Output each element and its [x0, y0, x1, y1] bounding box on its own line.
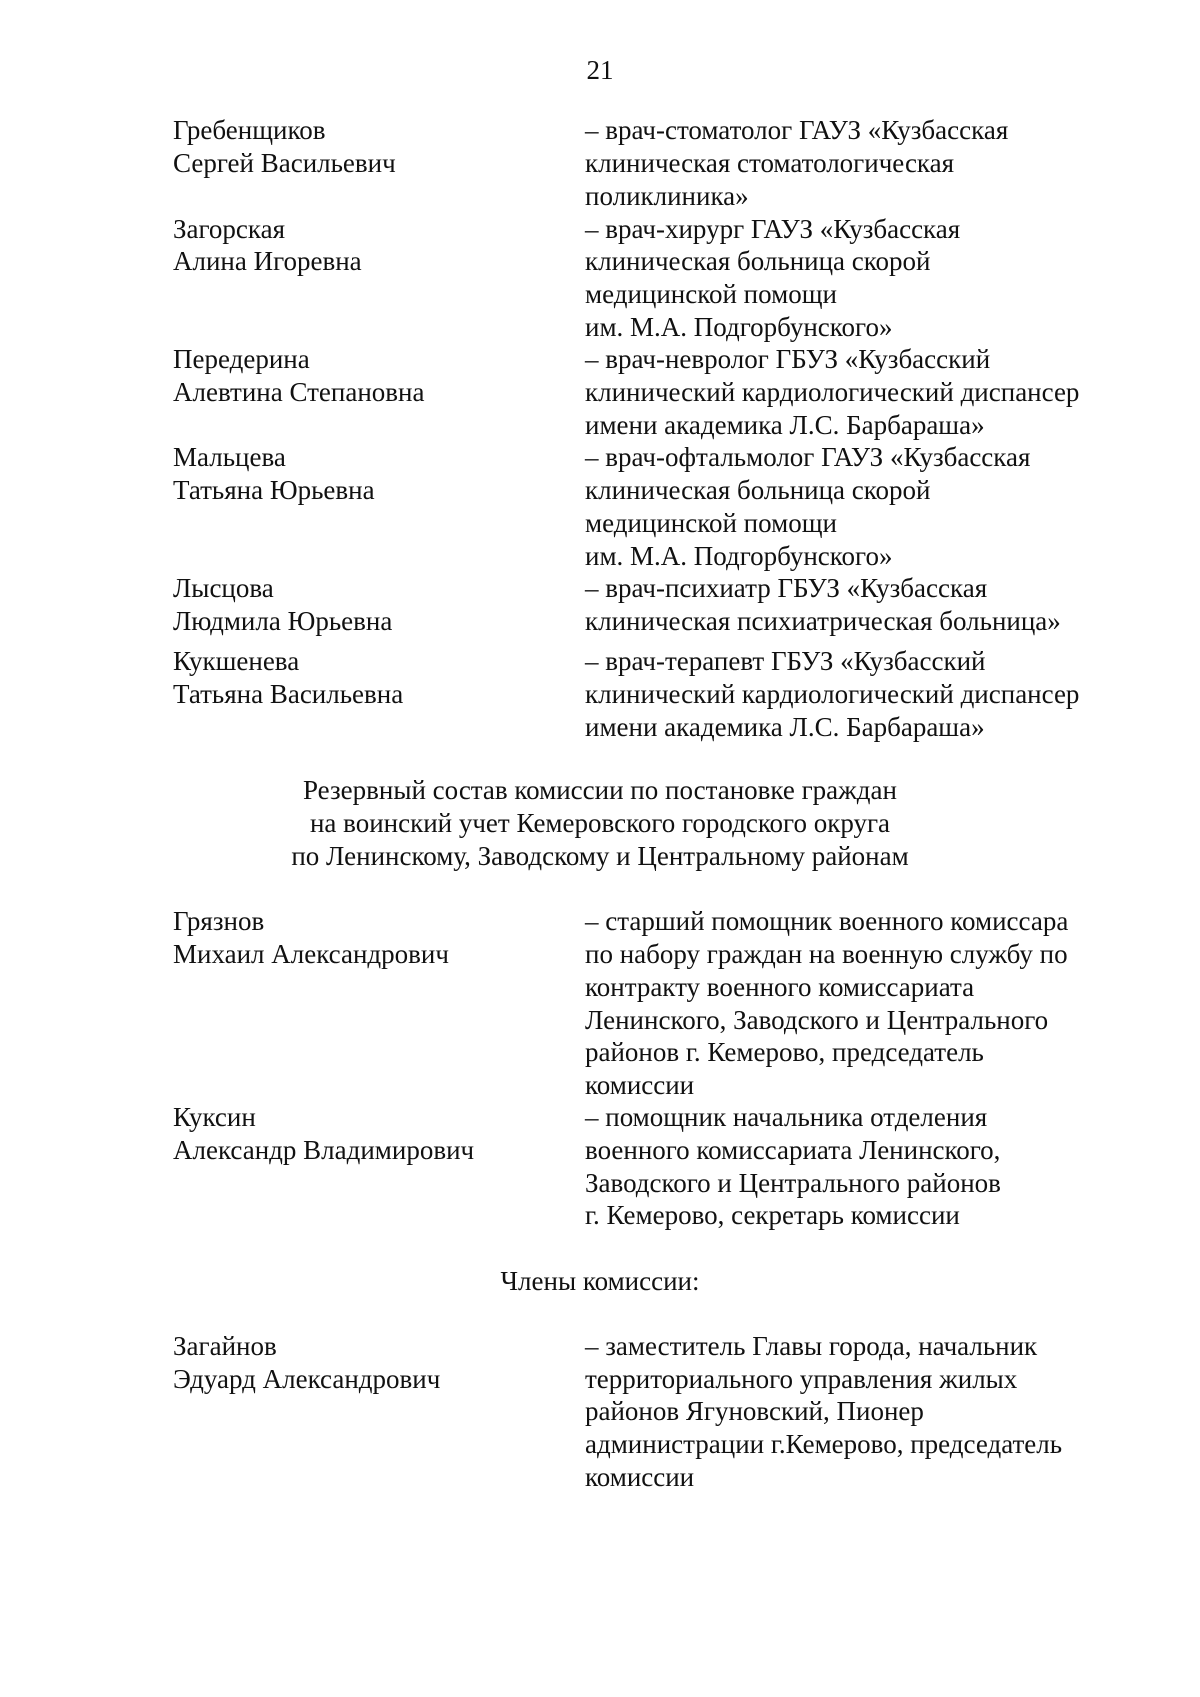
member-given-names: Сергей Васильевич [173, 148, 396, 178]
member-given-names: Эдуард Александрович [173, 1364, 441, 1394]
member-position-line: клиническая стоматологическая [585, 148, 955, 178]
members-heading: Члены комиссии: [500, 1266, 700, 1296]
member-position-line: районов Ягуновский, Пионер [585, 1396, 924, 1426]
member-position-line: Ленинского, Заводского и Центрального [585, 1005, 1049, 1035]
member-surname: Загорская [173, 214, 286, 244]
member-position-line: – врач-хирург ГАУЗ «Кузбасская [585, 214, 961, 244]
member-surname: Загайнов [173, 1331, 277, 1361]
member-position-line: территориального управления жилых [585, 1364, 1018, 1394]
member-position-line: имени академика Л.С. Барбараша» [585, 712, 985, 742]
member-position-line: – помощник начальника отделения [585, 1102, 988, 1132]
member-position-line: медицинской помощи [585, 279, 837, 309]
member-position-line: имени академика Л.С. Барбараша» [585, 410, 985, 440]
heading-line: по Ленинскому, Заводскому и Центральному районам [291, 841, 909, 871]
member-position-line: администрации г.Кемерово, председатель [585, 1429, 1063, 1459]
member-position-line: по набору граждан на военную службу по [585, 939, 1068, 969]
member-position-line: клиническая больница скорой [585, 475, 931, 505]
member-surname: Куксин [173, 1102, 256, 1132]
member-position-line: клинический кардиологический диспансер [585, 377, 1080, 407]
member-position-line: – старший помощник военного комиссара [585, 906, 1069, 936]
member-position-line: районов г. Кемерово, председатель [585, 1037, 984, 1067]
heading-line: Резервный состав комиссии по постановке граждан [303, 775, 897, 805]
member-given-names: Алевтина Степановна [173, 377, 425, 407]
member-position-line: военного комиссариата Ленинского, [585, 1135, 1001, 1165]
member-surname: Кукшенева [173, 646, 300, 676]
member-surname: Мальцева [173, 442, 286, 472]
member-given-names: Александр Владимирович [173, 1135, 475, 1165]
member-surname: Лысцова [173, 573, 274, 603]
member-position-line: клиническая больница скорой [585, 246, 931, 276]
member-given-names: Алина Игоревна [173, 246, 362, 276]
member-given-names: Михаил Александрович [173, 939, 449, 969]
member-position-line: – врач-стоматолог ГАУЗ «Кузбасская [585, 115, 1009, 145]
member-surname: Передерина [173, 344, 310, 374]
member-position-line: – врач-психиатр ГБУЗ «Кузбасская [585, 573, 988, 603]
member-position-line: медицинской помощи [585, 508, 837, 538]
member-position-line: им. М.А. Подгорбунского» [585, 312, 893, 342]
member-position-line: Заводского и Центрального районов [585, 1168, 1001, 1198]
member-position-line: комиссии [585, 1070, 695, 1100]
member-position-line: г. Кемерово, секретарь комиссии [585, 1200, 960, 1230]
member-position-line: – врач-терапевт ГБУЗ «Кузбасский [585, 646, 986, 676]
member-given-names: Татьяна Юрьевна [173, 475, 375, 505]
page-number: 21 [586, 55, 614, 85]
member-position-line: – врач-невролог ГБУЗ «Кузбасский [585, 344, 991, 374]
member-position-line: комиссии [585, 1462, 695, 1492]
member-position-line: – врач-офтальмолог ГАУЗ «Кузбасская [585, 442, 1031, 472]
member-position-line: клинический кардиологический диспансер [585, 679, 1080, 709]
member-position-line: контракту военного комиссариата [585, 972, 975, 1002]
member-given-names: Татьяна Васильевна [173, 679, 404, 709]
member-given-names: Людмила Юрьевна [173, 606, 393, 636]
member-surname: Грязнов [173, 906, 265, 936]
member-position-line: им. М.А. Подгорбунского» [585, 541, 893, 571]
member-position-line: клиническая психиатрическая больница» [585, 606, 1061, 636]
member-position-line: – заместитель Главы города, начальник [585, 1331, 1038, 1361]
member-surname: Гребенщиков [173, 115, 326, 145]
heading-line: на воинский учет Кемеровского городского округа [309, 808, 891, 838]
member-position-line: поликлиника» [585, 181, 749, 211]
